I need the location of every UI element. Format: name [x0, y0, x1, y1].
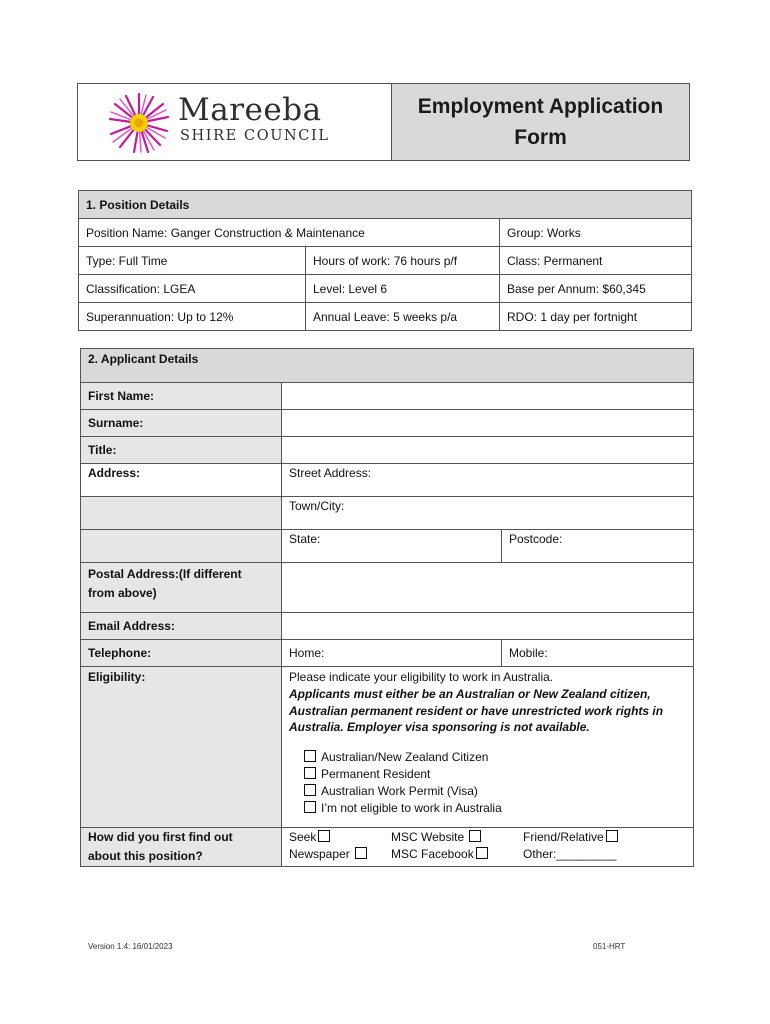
form-header — [77, 83, 690, 161]
eligibility-note — [289, 686, 686, 736]
form-title-line1: Employment Application — [417, 95, 664, 118]
applicant-details-table — [80, 348, 694, 867]
eligibility-cell — [282, 667, 694, 828]
telephone-label: Telephone: — [81, 640, 282, 667]
checkbox[interactable] — [476, 847, 488, 859]
town-city-label: Town/City: — [289, 499, 345, 513]
eligibility-label: Eligibility: — [81, 667, 282, 828]
source-other[interactable] — [523, 846, 618, 863]
source-msc-facebook-label: MSC Facebook — [391, 847, 474, 861]
position-classification: Classification: LGEA — [79, 275, 306, 303]
position-details-table — [78, 190, 692, 331]
checkbox[interactable] — [304, 767, 316, 779]
how-found-label-line2: about this position? — [88, 849, 203, 863]
checkbox[interactable] — [355, 847, 367, 859]
surname-label: Surname: — [81, 410, 282, 437]
footer-code: 051-HRT — [593, 942, 626, 951]
checkbox[interactable] — [304, 801, 316, 813]
position-superannuation: Superannuation: Up to 12% — [79, 303, 306, 331]
eligibility-option[interactable] — [304, 783, 686, 800]
source-msc-website[interactable] — [391, 829, 488, 846]
postal-address-field[interactable] — [282, 563, 694, 613]
footer-version: Version 1.4: 16/01/2023 — [88, 942, 173, 951]
position-type: Type: Full Time — [79, 247, 306, 275]
checkbox[interactable] — [606, 830, 618, 842]
email-field[interactable] — [282, 613, 694, 640]
state-field[interactable] — [282, 530, 502, 563]
address-label: Address: — [81, 464, 282, 497]
address-spacer — [81, 497, 282, 530]
source-seek-label: Seek — [289, 830, 317, 844]
how-found-label — [81, 828, 282, 867]
source-friend-relative[interactable] — [523, 829, 618, 846]
position-hours: Hours of work: 76 hours p/f — [306, 247, 500, 275]
address-spacer — [81, 530, 282, 563]
postcode-label: Postcode: — [509, 532, 563, 546]
source-newspaper-label: Newspaper — [289, 847, 350, 861]
position-rdo: RDO: 1 day per fortnight — [500, 303, 692, 331]
postal-address-label-line1: Postal Address:(If different — [88, 567, 242, 581]
how-found-col1 — [289, 829, 367, 863]
postal-address-label — [81, 563, 282, 613]
eligibility-note-line2: Australian permanent resident or have unrestricted work rights in — [289, 703, 664, 718]
eligibility-option-label: Permanent Resident — [321, 766, 431, 781]
checkbox[interactable] — [304, 750, 316, 762]
position-annual-leave: Annual Leave: 5 weeks p/a — [306, 303, 500, 331]
source-newspaper[interactable] — [289, 846, 367, 863]
eligibility-option[interactable] — [304, 766, 686, 783]
eligibility-intro: Please indicate your eligibility to work in Australia. — [289, 670, 554, 684]
state-label: State: — [289, 532, 321, 546]
logo-cell — [78, 84, 392, 160]
home-phone-field[interactable] — [282, 640, 502, 667]
position-class: Class: Permanent — [500, 247, 692, 275]
position-level: Level: Level 6 — [306, 275, 500, 303]
council-logo-flower — [108, 92, 170, 154]
logo-subtitle: SHIRE COUNCIL — [180, 128, 330, 144]
eligibility-option-label: Australian/New Zealand Citizen — [321, 749, 489, 764]
street-address-field[interactable] — [282, 464, 694, 497]
how-found-col3 — [523, 829, 618, 863]
surname-field[interactable] — [282, 410, 694, 437]
source-msc-website-label: MSC Website — [391, 830, 465, 844]
applicant-details-heading: 2. Applicant Details — [81, 349, 694, 383]
town-city-field[interactable] — [282, 497, 694, 530]
how-found-col2 — [391, 829, 488, 863]
checkbox[interactable] — [318, 830, 330, 842]
eligibility-note-line3: Australia. Employer visa sponsoring is not available. — [289, 720, 590, 734]
checkbox[interactable] — [304, 784, 316, 796]
form-title-line2: Form — [514, 126, 567, 149]
mobile-phone-field[interactable] — [502, 640, 694, 667]
eligibility-option[interactable] — [304, 749, 686, 766]
eligibility-option-label: I’m not eligible to work in Australia — [321, 800, 502, 815]
logo-name: Mareeba — [178, 92, 322, 128]
postcode-field[interactable] — [502, 530, 694, 563]
form-title — [392, 84, 689, 160]
position-group: Group: Works — [500, 219, 692, 247]
position-base-salary: Base per Annum: $60,345 — [500, 275, 692, 303]
mobile-phone-label: Mobile: — [509, 646, 548, 660]
title-label: Title: — [81, 437, 282, 464]
eligibility-option-label: Australian Work Permit (Visa) — [321, 783, 478, 798]
street-address-label: Street Address: — [289, 466, 372, 480]
how-found-label-line1: How did you first find out — [88, 830, 233, 844]
home-phone-label: Home: — [289, 646, 325, 660]
source-seek[interactable] — [289, 829, 367, 846]
checkbox[interactable] — [469, 830, 481, 842]
postal-address-label-line2: from above) — [88, 586, 157, 600]
position-name: Position Name: Ganger Construction & Maintenance — [79, 219, 500, 247]
email-label: Email Address: — [81, 613, 282, 640]
first-name-label: First Name: — [81, 383, 282, 410]
title-field[interactable] — [282, 437, 694, 464]
source-other-label: Other:_________ — [523, 847, 617, 861]
eligibility-note-line1: Applicants must either be an Australian or New Zealand citizen, — [289, 687, 651, 701]
source-msc-facebook[interactable] — [391, 846, 488, 863]
source-friend-relative-label: Friend/Relative — [523, 830, 604, 844]
first-name-field[interactable] — [282, 383, 694, 410]
position-details-heading: 1. Position Details — [79, 191, 692, 219]
eligibility-option[interactable] — [304, 800, 686, 817]
how-found-options — [282, 828, 694, 867]
eligibility-options — [304, 749, 686, 817]
